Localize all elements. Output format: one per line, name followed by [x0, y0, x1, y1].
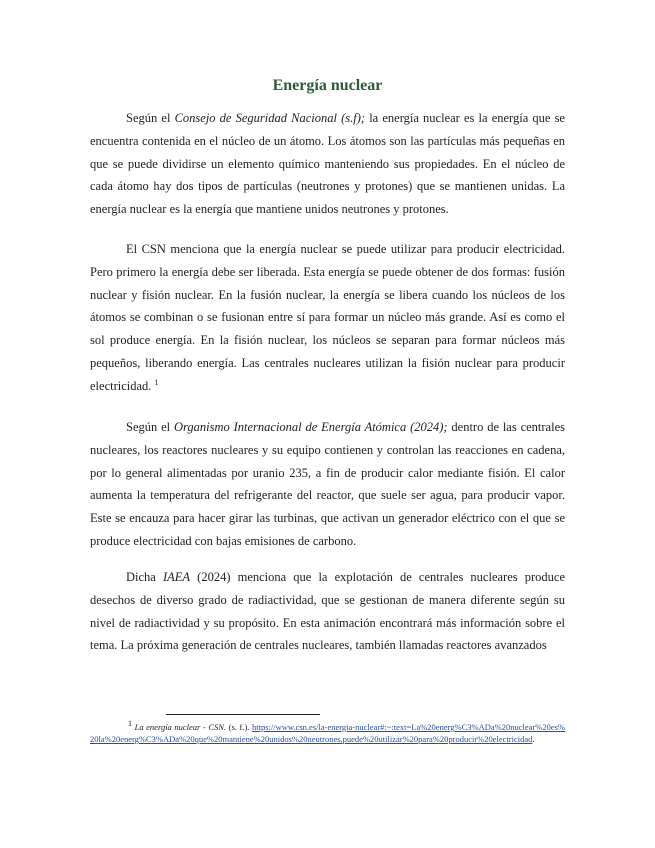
p3-citation: Organismo Internacional de Energía Atómica (2024);	[173, 420, 448, 434]
p3-text-a: Según el	[126, 420, 174, 434]
p1-text-b: la energía nuclear es la energía que se encuentra contenida en el núcleo de un átomo. Los átomos son las partículas más pequeñas en que se puede dividirse un elemento químico manteniendo sus propiedades. En el núcleo de cada átomo hay dos tipos de partículas (neutrones y protones) que se mantienen unidas. La energía nuclear es la energía que mantiene unidos neutrones y protones.	[90, 111, 565, 217]
footnote-separator	[166, 714, 320, 715]
paragraph-4	[90, 566, 565, 657]
footnote-link[interactable]: https://www.csn.es/la-energia-nuclear#:~:text=La%20energ%C3%ADa%20nuclear%20es%20la%20energ%C3%ADa%20que%20mantiene%20unidos%20neutrones,puede%20utilizar%20para%20producir%20electricidad	[90, 722, 565, 744]
paragraph-1	[90, 107, 565, 221]
footnote-end: .	[532, 734, 535, 744]
p4-text-a: Dicha	[126, 570, 163, 584]
p3-text-b: dentro de las centrales nucleares, los reactores nucleares y su equipo contienen y controlan las reacciones en cadena, por lo general alimentadas por uranio 235, a fin de producir calor mediante fisión. El calor aumenta la temperatura del refrigerante del reactor, que suele ser agua, para producir vapor. Este se encauza para hacer girar las turbinas, que activan un generador eléctrico con el que se produce electricidad con bajas emisiones de carbono.	[90, 420, 565, 548]
p2-text: El CSN menciona que la energía nuclear se puede utilizar para producir electricidad. Pero primero la energía debe ser liberada. Esta energía se puede obtener de dos formas: fusión nuclear y fisión nuclear. En la fusión nuclear, la energía se libera cuando los núcleos de los átomos se combinan o se fusionan entre sí para formar un núcleo más grande. Así es como el sol produce energía. En la fisión nuclear, los núcleos se separan para formar núcleos más pequeños, liberando energía. Las centrales nucleares utilizan la fisión nuclear para producir electricidad.	[90, 242, 565, 393]
p1-citation: Consejo de Seguridad Nacional (s.f);	[174, 111, 366, 125]
paragraph-2	[90, 238, 565, 398]
p1-text-a: Según el	[126, 111, 175, 125]
footnote-number: 1	[128, 719, 132, 729]
footnote-date: (s. f.).	[226, 722, 252, 732]
p4-citation: IAEA	[162, 570, 191, 584]
paragraph-3	[90, 416, 565, 553]
page-title: Energía nuclear	[272, 77, 383, 94]
p4-text-b: (2024) menciona que la explotación de centrales nucleares produce desechos de diverso grado de radiactividad, que se gestionan de manera diferente según su nivel de radiactividad y su propósito. En esta animación encontrará más información sobre el tema. La próxima generación de centrales nucleares, también llamadas reactores avanzados	[90, 570, 565, 653]
footnote-reference[interactable]: 1	[154, 377, 159, 387]
footnote	[90, 721, 565, 745]
footnote-title: La energía nuclear - CSN.	[134, 722, 227, 732]
